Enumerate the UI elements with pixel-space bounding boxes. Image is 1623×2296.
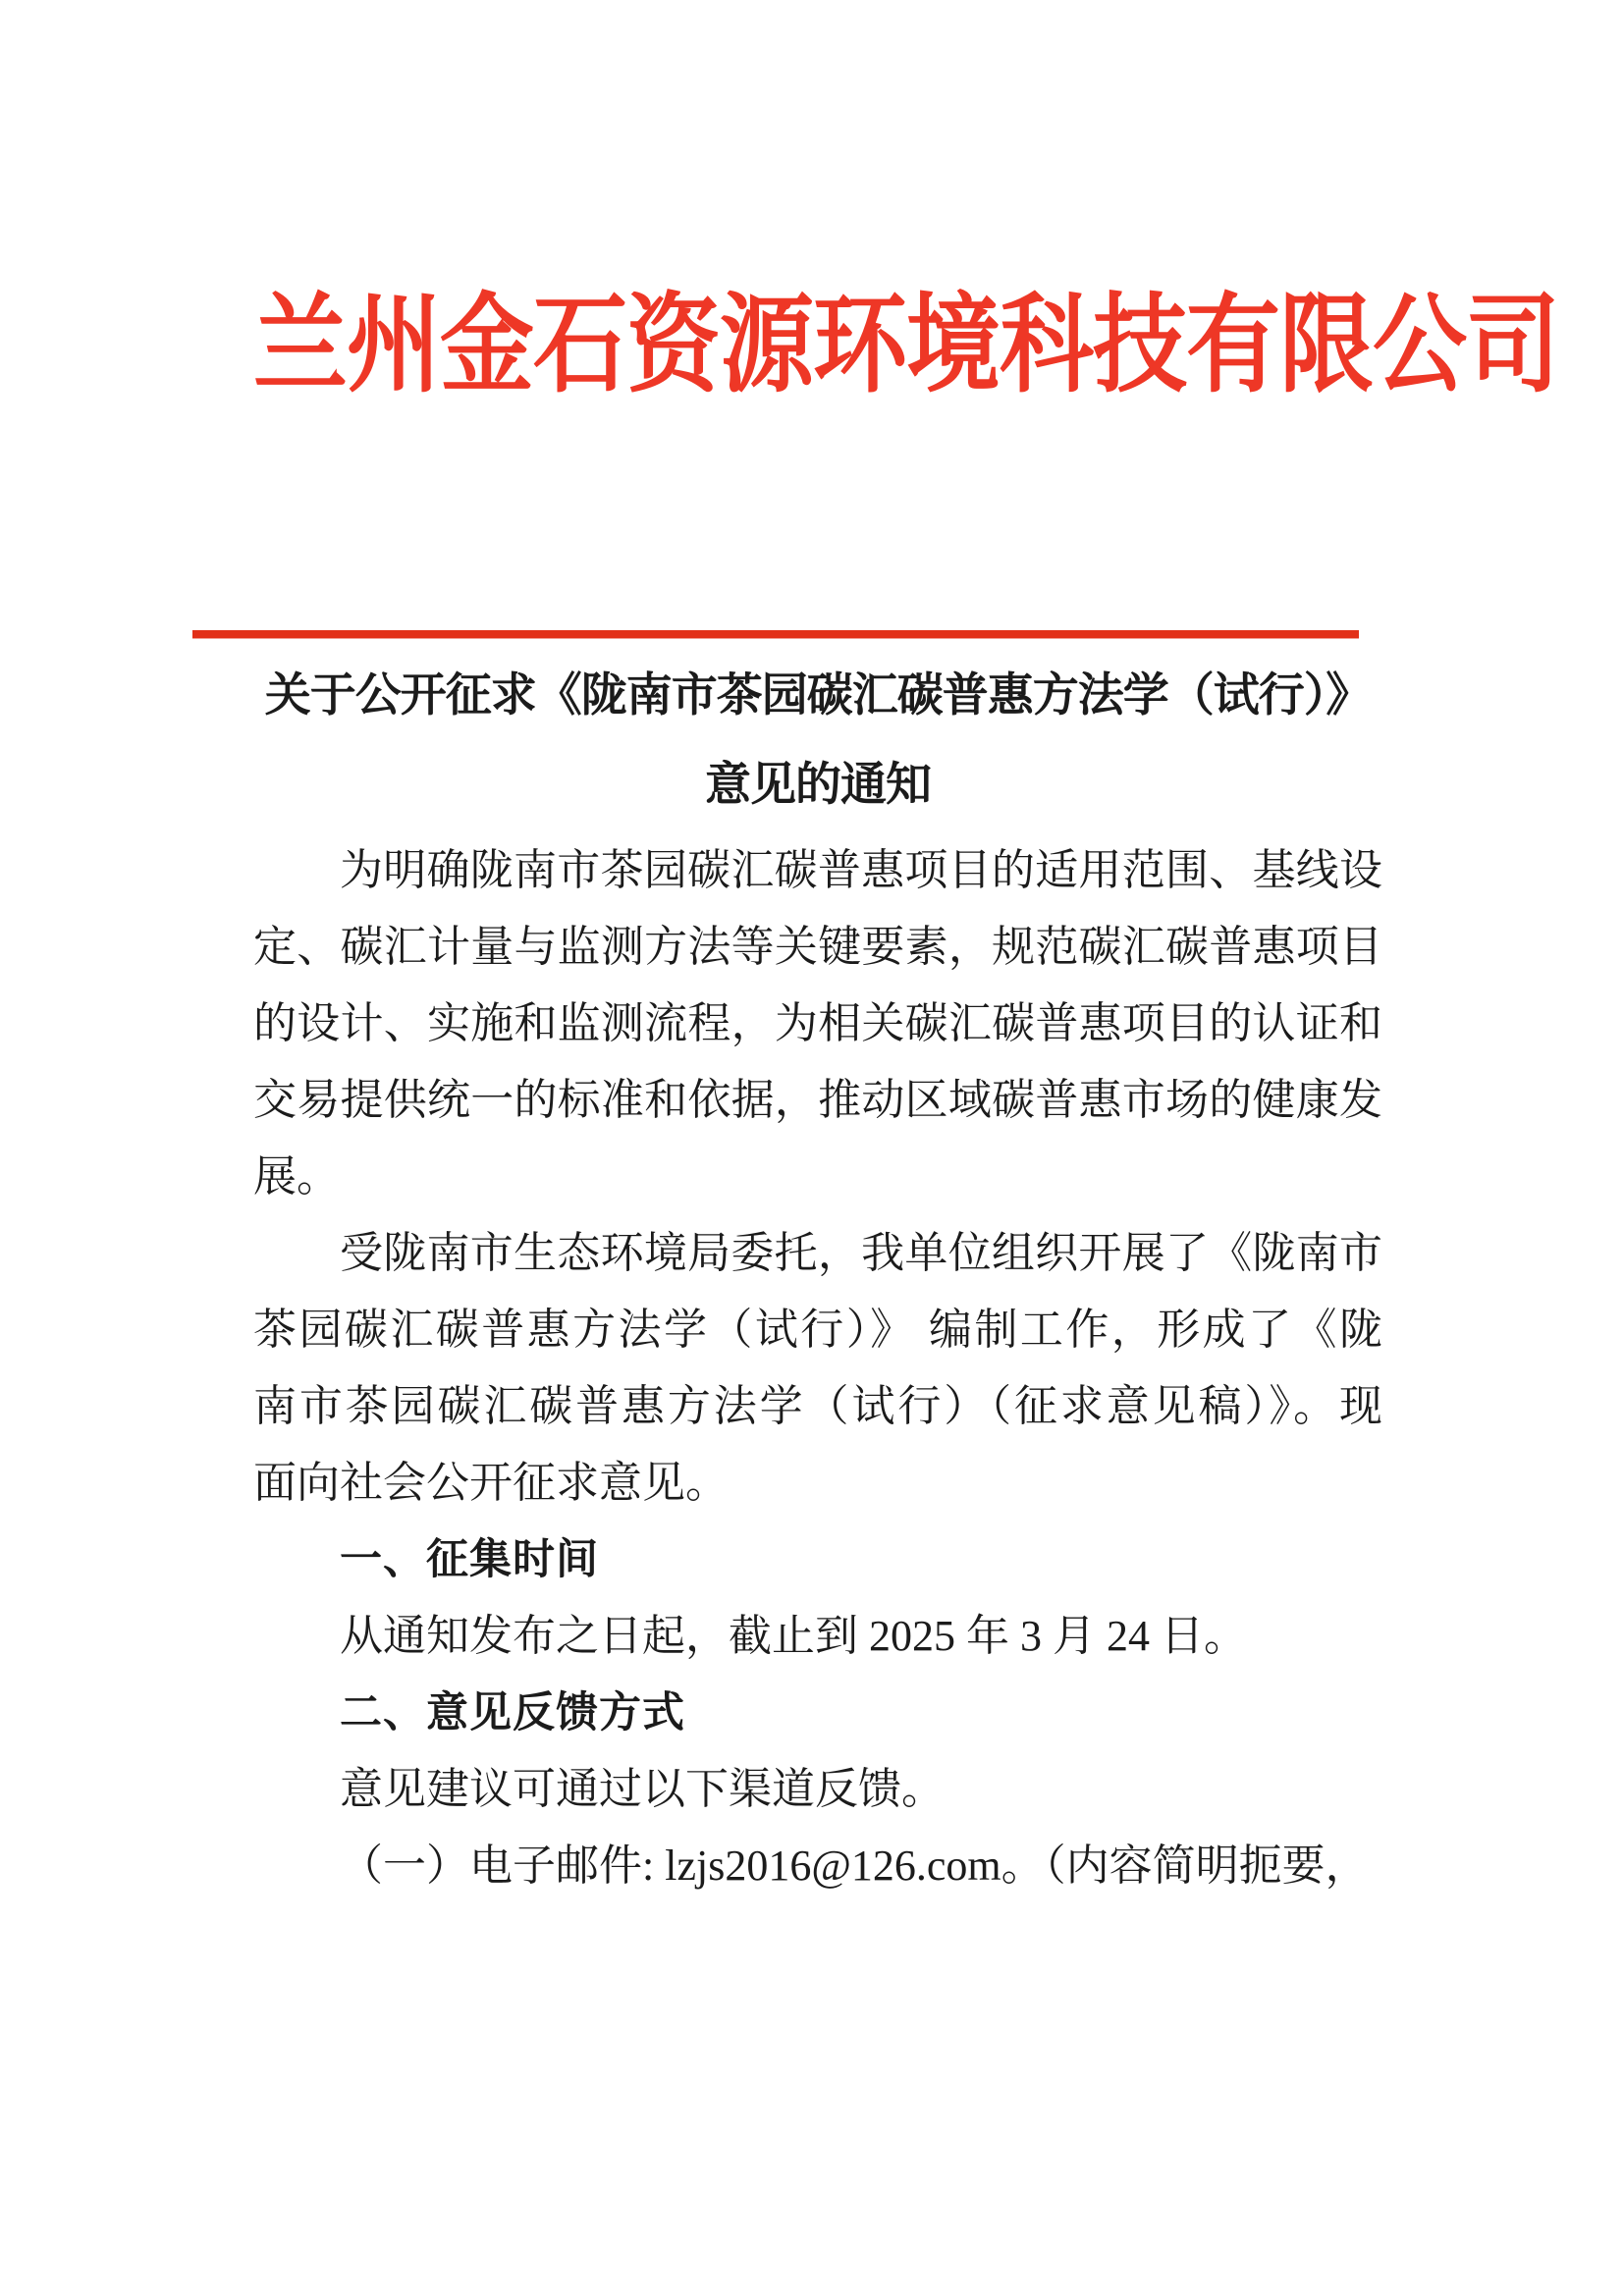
section-2-intro-line: 意见建议可通过以下渠道反馈。 — [340, 1765, 945, 1813]
paragraph2-line3: 南市茶园碳汇碳普惠方法学（试行）（征求意见稿）》。现 — [253, 1382, 1382, 1430]
section-2-heading: 二、意见反馈方式 — [340, 1689, 685, 1736]
paragraph1-line5: 展。 — [253, 1152, 340, 1201]
paragraph2-line4: 面向社会公开征求意见。 — [253, 1459, 729, 1507]
paragraph1-line3: 的设计、实施和监测流程，为相关碳汇碳普惠项目的认证和 — [253, 999, 1382, 1047]
paragraph2-line1: 受陇南市生态环境局委托，我单位组织开展了《陇南市 — [340, 1229, 1382, 1277]
email-channel-line: （一）电子邮件: lzjs2016@126.com。（内容简明扼要， — [340, 1842, 1369, 1890]
paragraph1-line2: 定、碳汇计量与监测方法等关键要素，规范碳汇碳普惠项目 — [253, 923, 1382, 971]
document-title-line2: 意见的通知 — [705, 760, 931, 811]
document-body — [253, 832, 1382, 1904]
section-1-deadline-line: 从通知发布之日起，截止到 2025 年 3 月 24 日。 — [340, 1612, 1247, 1660]
company-letterhead: 兰州金石资源环境科技有限公司 — [253, 286, 1559, 406]
document-title — [247, 652, 1388, 830]
paragraph1-line1: 为明确陇南市茶园碳汇碳普惠项目的适用范围、基线设 — [340, 846, 1382, 894]
paragraph1-line4: 交易提供统一的标准和依据，推动区域碳普惠市场的健康发 — [253, 1076, 1382, 1124]
document-title-line1: 关于公开征求《陇南市茶园碳汇碳普惠方法学（试行）》 — [264, 670, 1372, 721]
paragraph2-line2: 茶园碳汇碳普惠方法学（试行）》 编制工作，形成了《陇 — [253, 1306, 1382, 1354]
letterhead-divider-line — [192, 630, 1359, 638]
section-1-heading: 一、征集时间 — [340, 1536, 599, 1583]
